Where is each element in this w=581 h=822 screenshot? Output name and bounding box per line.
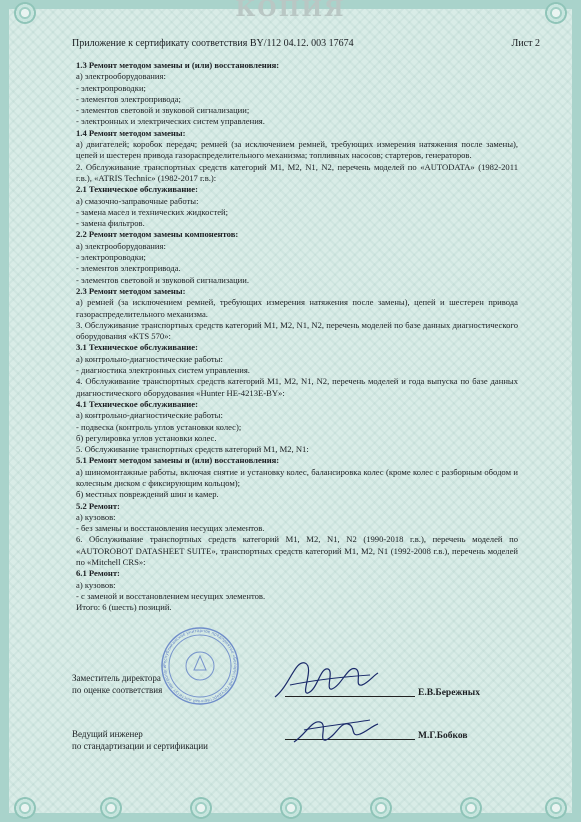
text-line: - замена фильтров. — [76, 218, 145, 229]
text-line: - электропроводки; — [76, 82, 146, 93]
text-line: а) электрооборудования: — [76, 240, 166, 251]
section-heading: 1.3 Ремонт методом замены и (или) восстановления: — [76, 60, 280, 70]
section-heading: 3.1 Техническое обслуживание: — [76, 342, 198, 353]
text-line: - подвеска (контроль углов установки колес); — [76, 421, 242, 432]
section-heading: 2.1 Техническое обслуживание: — [76, 184, 198, 195]
text-line: б) местных повреждений шин и камер. — [76, 489, 219, 500]
text-line: - диагностика электронных систем управления. — [76, 365, 250, 376]
text-line: - элементов электропривода; — [76, 93, 181, 104]
text-line: - элементов световой и звуковой сигнализации. — [76, 274, 250, 285]
section-heading: 6.1 Ремонт: — [76, 568, 120, 579]
text-line: 2. Обслуживание транспортных средств категорий M1, M2, N1, N2, перечень моделей по «AUTODATA» (1982-2011 г.в.), «ATRIS Technic» (1982-2017 г.в.): — [76, 161, 518, 183]
text-line: а) смазочно-заправочные работы: — [76, 195, 199, 206]
section-heading: 5.1 Ремонт методом замены и (или) восстановления: — [76, 455, 280, 466]
text-line: а) кузовов: — [76, 579, 116, 590]
corner-rosette — [545, 797, 567, 819]
signatory-role: Заместитель директора по оценке соответствия — [72, 673, 163, 695]
document-title: Приложение к сертификату соответствия BY/112 04.12. 003 17674 — [72, 38, 354, 49]
text-line: б) регулировка углов установки колес. — [76, 432, 217, 443]
text-line: 4. Обслуживание транспортных средств категорий M1, M2, N1, N2, перечень моделей и года выпуска по базе данных диагностического оборудования «Hunter HE-4213E-BY»: — [76, 376, 518, 398]
text-line: Итого: 6 (шесть) позиций. — [76, 602, 172, 613]
signatory-name: Е.В.Бережных — [418, 688, 480, 698]
text-line: - элементов электропривода. — [76, 263, 181, 274]
section-heading: 5.2 Ремонт: — [76, 500, 120, 511]
border-rosette — [280, 797, 302, 819]
text-line: а) электрооборудования: — [76, 71, 166, 82]
round-seal — [160, 626, 240, 706]
text-line: - электронных и электрических систем управления. — [76, 116, 265, 127]
text-line: а) двигателей; коробок передач; ремней (за исключением ремней, требующих измерения натяжения после замены), цепей и шестерен привода газораспределительного механизма; топливных насосов; стартеров, генераторов. — [76, 139, 518, 161]
text-line: 6. Обслуживание транспортных средств категорий M1, M2, N1, N2 (1990-2018 г.в.), перечень моделей по «AUTOROBOT DATASHEET SUITE», транспортных средств категорий M1, M2, N1 (1992-2008 г.в.), перечень моделей по «Mitchell CRS»: — [76, 534, 518, 568]
text-line: а) кузовов: — [76, 511, 116, 522]
signatory-name: М.Г.Бобков — [418, 731, 468, 741]
signatory-role: Ведущий инженер по стандартизации и сертификации — [72, 729, 208, 751]
border-rosette — [100, 797, 122, 819]
text-line: - с заменой и восстановлением несущих элементов. — [76, 590, 266, 601]
text-line: - элементов световой и звуковой сигнализации; — [76, 105, 250, 116]
text-line: а) ремней (за исключением ремней, требующих измерения натяжения после замены), цепей и шестерен привода газораспределительного механизма. — [76, 297, 518, 319]
section-heading: 2.3 Ремонт методом замены: — [76, 285, 186, 296]
text-line: 5. Обслуживание транспортных средств категорий M1, M2, N1: — [76, 444, 309, 455]
text-line: а) контрольно-диагностические работы: — [76, 353, 223, 364]
text-line: а) шиномонтажные работы, включая снятие и установку колес, балансировка колес (кроме колес с разборным ободом и колесным диском с фиксирующим кольцом); — [76, 466, 518, 488]
corner-rosette — [14, 797, 36, 819]
section-heading: 2.2 Ремонт методом замены компонентов: — [76, 229, 239, 240]
section-heading: 4.1 Техническое обслуживание: — [76, 398, 198, 409]
text-line: 3. Обслуживание транспортных средств категорий M1, M2, N1, N2, перечень моделей по базе данных диагностического оборудования «KTS 570»: — [76, 319, 518, 342]
border-rosette — [370, 797, 392, 819]
text-line: - замена масел и технических жидкостей; — [76, 206, 229, 217]
section-heading: 1.4 Ремонт методом замены: — [76, 127, 186, 138]
text-line: - электропроводки; — [76, 252, 146, 263]
text-line: а) контрольно-диагностические работы: — [76, 410, 223, 421]
document-header — [72, 38, 540, 49]
copy-watermark: КОПИЯ — [235, 0, 346, 22]
border-rosette — [190, 797, 212, 819]
seal-text: Республиканское унитарное предприятие «Белорусский государственный институт метрологи — [161, 627, 239, 705]
border-rosette — [460, 797, 482, 819]
document-body — [76, 60, 518, 614]
handwritten-signature — [270, 655, 380, 705]
sheet-number: Лист 2 — [511, 38, 540, 49]
text-line: - без замены и восстановления несущих элементов. — [76, 523, 265, 534]
handwritten-signature — [290, 712, 380, 752]
